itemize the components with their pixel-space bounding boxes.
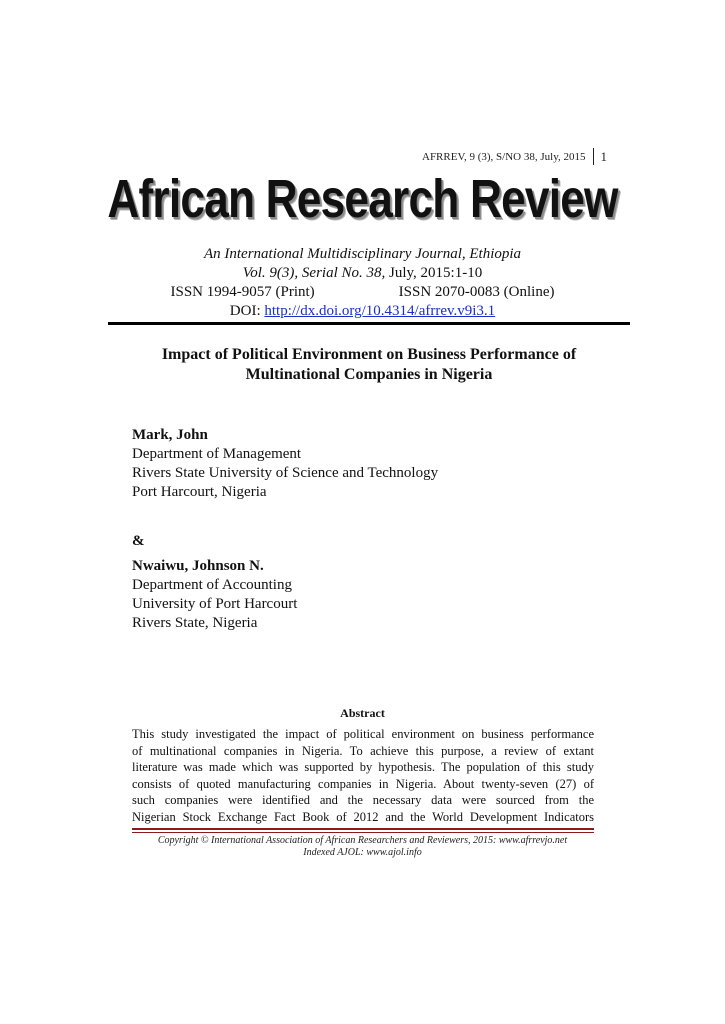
abstract-heading: Abstract [340, 706, 385, 720]
footer-rule-thick [132, 828, 594, 830]
abstract-line: of multinational companies in Nigeria. To achieve this purpose, a review of extant [132, 743, 594, 758]
author-institution: University of Port Harcourt [132, 596, 298, 612]
volume-rest: July, 2015:1-10 [385, 265, 483, 281]
footer-rule-thin [132, 832, 594, 833]
journal-masthead: African Research Review [107, 169, 618, 229]
article-title-line1: Impact of Political Environment on Business Performance of [161, 346, 577, 363]
author-location: Rivers State, Nigeria [132, 615, 258, 631]
author-block-1 [132, 426, 438, 502]
volume-line [0, 264, 725, 283]
footer-copyright: Copyright © International Association of African Researchers and Reviewers, 2015: www.afrrevjo.net [157, 835, 568, 846]
abstract-line: Nigerian Stock Exchange Fact Book of 2012 and the World Development Indicators [132, 809, 594, 824]
author-block-2 [132, 557, 297, 633]
author-location: Port Harcourt, Nigeria [132, 484, 267, 500]
abstract-line: This study investigated the impact of political environment on business performance [132, 727, 594, 741]
journal-info [0, 245, 725, 321]
author-ampersand: & [132, 533, 145, 549]
author-name: Mark, John [132, 427, 208, 443]
volume-italic: Vol. 9(3), Serial No. 38, [242, 265, 386, 281]
abstract-body [132, 726, 594, 825]
running-header-text: AFRREV, 9 (3), S/NO 38, July, 2015 [422, 150, 586, 163]
page-number: 1 [600, 148, 607, 164]
doi-label: DOI: [229, 303, 265, 319]
header-rule [108, 322, 630, 325]
journal-subtitle: An International Multidisciplinary Journal, Ethiopia [203, 246, 522, 262]
author-department: Department of Accounting [132, 577, 292, 593]
author-department: Department of Management [132, 446, 302, 462]
issn-row [0, 283, 725, 302]
issn-print: ISSN 1994-9057 (Print) [170, 284, 315, 300]
issn-online: ISSN 2070-0083 (Online) [398, 284, 555, 300]
doi-link[interactable]: http://dx.doi.org/10.4314/afrrev.v9i3.1 [264, 303, 496, 319]
abstract-line: literature was made which was supported by hypothesis. The population of this study [132, 760, 594, 774]
author-name: Nwaiwu, Johnson N. [132, 558, 264, 574]
running-header [422, 148, 607, 165]
doi-line [0, 302, 725, 321]
footer-indexed: Indexed AJOL: www.ajol.info [303, 847, 422, 858]
author-institution: Rivers State University of Science and Technology [132, 465, 439, 481]
abstract-line: such companies were identified and the necessary data were sourced from the [132, 793, 594, 807]
page-footer [0, 835, 725, 859]
article-title-line2: Multinational Companies in Nigeria [245, 366, 493, 383]
article-title [108, 345, 630, 385]
header-separator [593, 148, 594, 165]
abstract-line: consists of quoted manufacturing companies in Nigeria. About twenty-seven (27) of [132, 776, 594, 791]
